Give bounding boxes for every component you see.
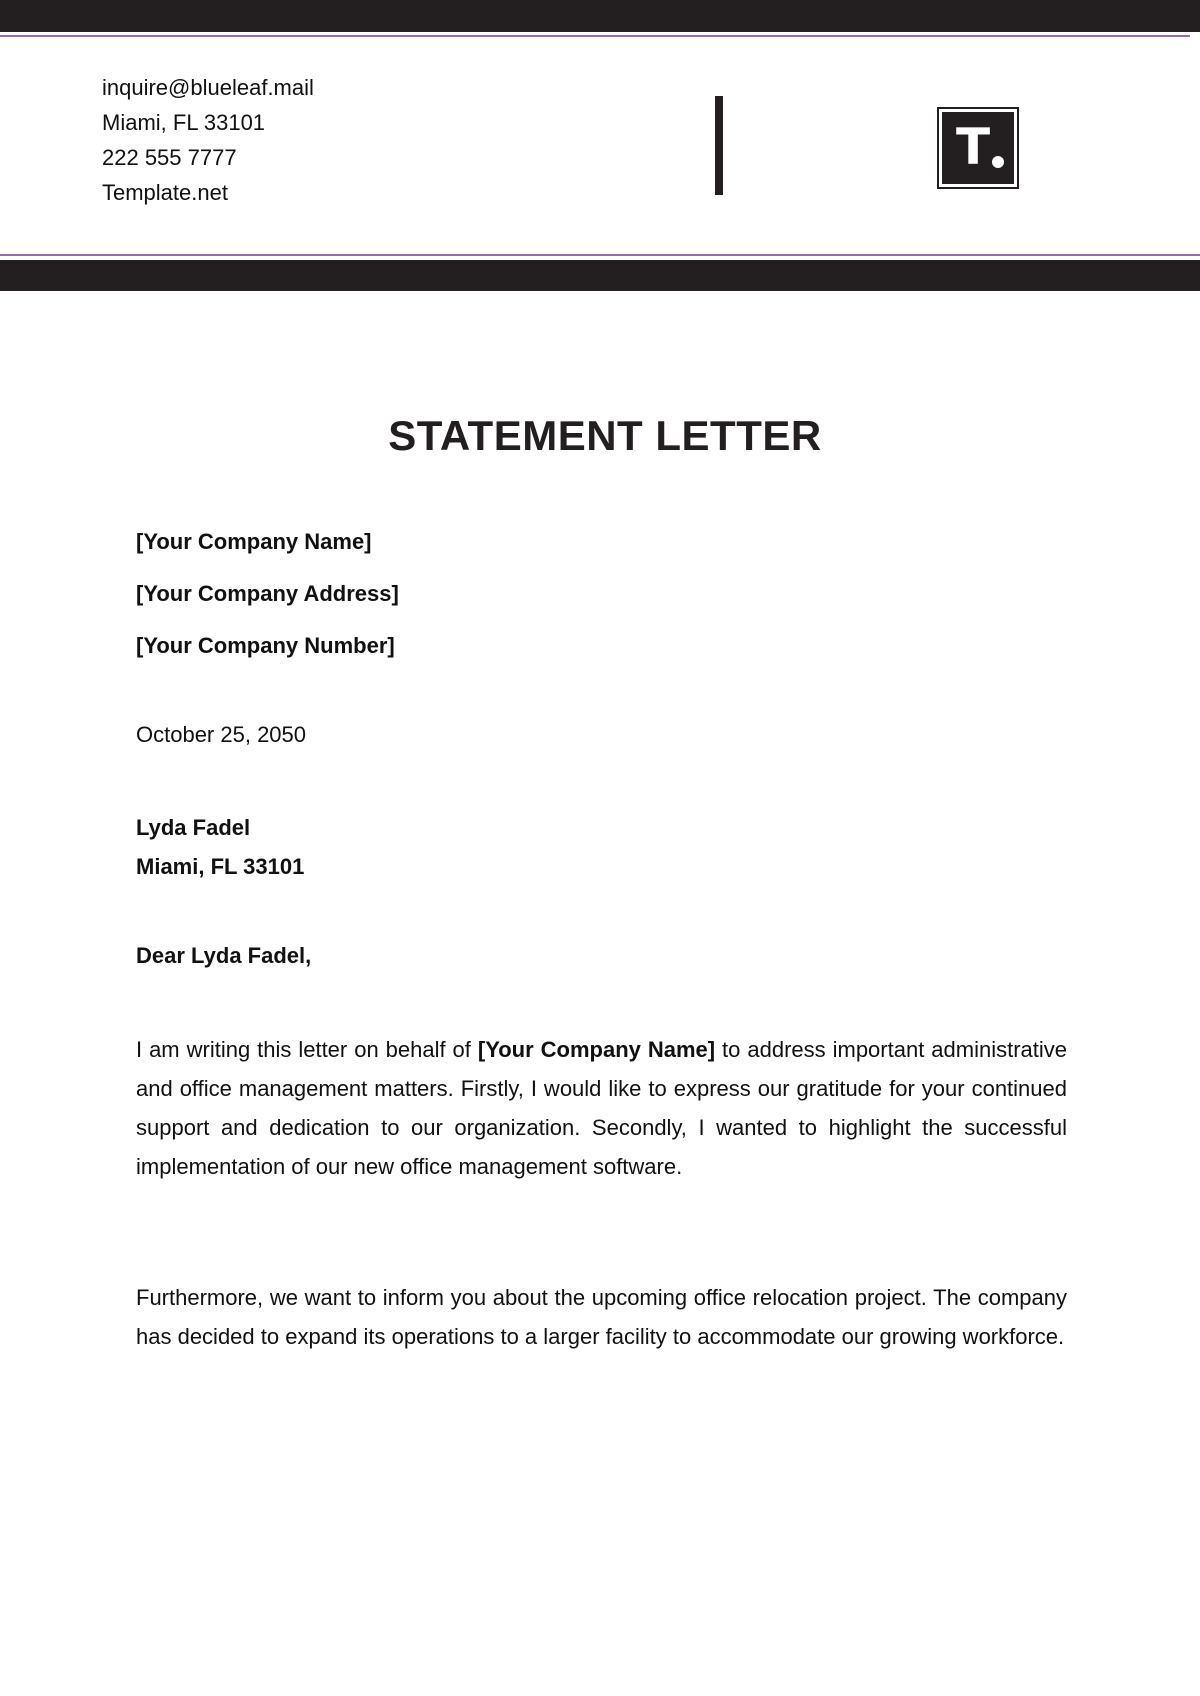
paragraph-1-company-placeholder: [Your Company Name] — [477, 1037, 716, 1062]
logo-dot-icon — [992, 156, 1004, 168]
sender-block — [136, 527, 399, 683]
letter-date: October 25, 2050 — [136, 722, 307, 747]
paragraph-1-intro: I am writing this letter on behalf of — [136, 1037, 478, 1062]
contact-block — [102, 70, 314, 210]
body-paragraph-2: Furthermore, we want to inform you about the upcoming office relocation project. The company has decided to expand its operations to a larger facility to accommodate our growing workforce. — [136, 1285, 1067, 1349]
recipient-block — [136, 813, 304, 891]
contact-phone: 222 555 7777 — [102, 145, 237, 170]
sender-company-address: [Your Company Address] — [136, 581, 399, 606]
paragraph-1-rest: to address important administrative and office management matters. Firstly, I would like to express our gratitude for your continued support and dedication to our organization. Secondly, I wanted to highlight the successful implementation of our new office management software. — [136, 1037, 1067, 1179]
company-logo — [937, 107, 1019, 189]
logo-letter: T — [956, 118, 991, 176]
header-bottom-band — [0, 260, 1200, 291]
body-paragraph-1 — [136, 1030, 1067, 1186]
sender-company-name: [Your Company Name] — [136, 529, 372, 554]
recipient-city: Miami, FL 33101 — [136, 854, 305, 879]
header-accent-line-top — [0, 35, 1190, 37]
header-divider — [715, 96, 723, 195]
salutation: Dear Lyda Fadel, — [136, 943, 312, 968]
recipient-name: Lyda Fadel — [136, 815, 251, 840]
document-title: STATEMENT LETTER — [388, 412, 822, 459]
contact-city: Miami, FL 33101 — [102, 110, 266, 135]
header-top-band — [0, 0, 1200, 32]
sender-company-number: [Your Company Number] — [136, 633, 395, 658]
logo-mark — [942, 112, 1014, 184]
header-accent-line-bottom — [0, 254, 1200, 256]
contact-website: Template.net — [102, 180, 228, 205]
contact-email: inquire@blueleaf.mail — [102, 75, 314, 100]
